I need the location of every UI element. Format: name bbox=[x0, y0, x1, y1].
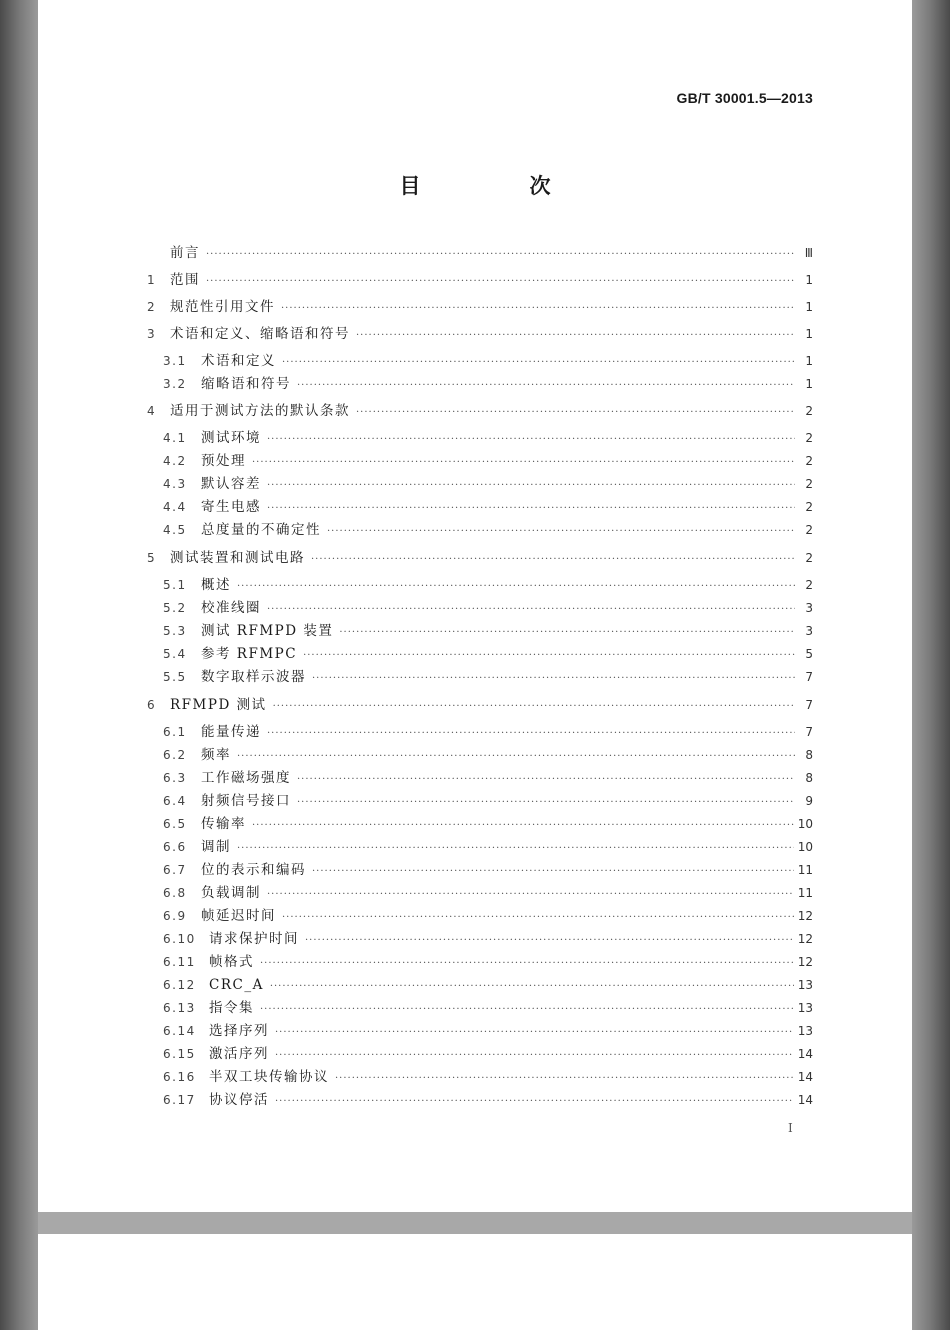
toc-entry-page: 2 bbox=[805, 523, 813, 537]
toc-entry-number: 5.2 bbox=[163, 601, 187, 615]
toc-entry-number: 4 bbox=[147, 404, 157, 418]
toc-entry-number: 3.1 bbox=[163, 354, 187, 368]
toc-entry-label: 半双工块传输协议 bbox=[209, 1069, 329, 1085]
toc-entry-number: 5.3 bbox=[163, 624, 187, 638]
toc-entry[interactable] bbox=[163, 745, 813, 765]
toc-entry-label: 规范性引用文件 bbox=[170, 299, 275, 315]
toc-entry-number: 4.3 bbox=[163, 477, 187, 491]
standard-code: GB/T 30001.5—2013 bbox=[676, 90, 813, 106]
toc-entry-number: 6.16 bbox=[163, 1070, 196, 1084]
toc-entry-label: 术语和定义 bbox=[201, 353, 276, 369]
toc-entry[interactable] bbox=[163, 952, 813, 972]
toc-entry-page: 14 bbox=[797, 1093, 813, 1107]
toc-leader-dots bbox=[252, 453, 795, 473]
toc-entry-page: 2 bbox=[805, 578, 813, 592]
toc-entry-page: 7 bbox=[805, 670, 813, 684]
toc-entry[interactable] bbox=[163, 998, 813, 1018]
toc-entry-number: 3 bbox=[147, 327, 157, 341]
toc-entry[interactable] bbox=[163, 621, 813, 641]
toc-entry-page: 1 bbox=[805, 377, 813, 391]
toc-leader-dots bbox=[260, 954, 794, 974]
toc-entry-number: 6 bbox=[147, 698, 157, 712]
page-title: 目 次 bbox=[399, 174, 595, 198]
toc-entry-number: 6.7 bbox=[163, 863, 187, 877]
toc-entry-number: 6.1 bbox=[163, 725, 187, 739]
toc-entry[interactable] bbox=[147, 243, 813, 263]
toc-entry[interactable] bbox=[163, 474, 813, 494]
toc-entry-page: 3 bbox=[805, 624, 813, 638]
toc-entry-page: 8 bbox=[805, 771, 813, 785]
toc-leader-dots bbox=[252, 816, 794, 836]
toc-leader-dots bbox=[270, 977, 794, 997]
toc-entry[interactable] bbox=[163, 1090, 813, 1110]
toc-leader-dots bbox=[297, 770, 795, 790]
toc-entry-label: CRC_A bbox=[209, 977, 264, 993]
toc-entry-page: 10 bbox=[797, 840, 813, 854]
toc-entry-page: 11 bbox=[797, 886, 813, 900]
toc-entry-page: 3 bbox=[805, 601, 813, 615]
toc-entry-label: 默认容差 bbox=[201, 476, 261, 492]
toc-entry-page: 2 bbox=[805, 431, 813, 445]
toc-entry-number: 5.4 bbox=[163, 647, 187, 661]
toc-entry[interactable] bbox=[163, 883, 813, 903]
toc-entry[interactable] bbox=[163, 351, 813, 371]
toc-entry-label: 测试装置和测试电路 bbox=[170, 550, 305, 566]
toc-entry[interactable] bbox=[147, 324, 813, 344]
toc-entry-number: 6.5 bbox=[163, 817, 187, 831]
toc-entry-page: 11 bbox=[797, 863, 813, 877]
toc-entry[interactable] bbox=[163, 497, 813, 517]
toc-entry-label: 前言 bbox=[170, 245, 200, 261]
toc-entry-label: 指令集 bbox=[209, 1000, 254, 1016]
toc-entry-label: 适用于测试方法的默认条款 bbox=[170, 403, 350, 419]
toc-entry-label: 选择序列 bbox=[209, 1023, 269, 1039]
toc-entry[interactable] bbox=[147, 548, 813, 568]
toc-entry[interactable] bbox=[147, 297, 813, 317]
toc-entry-page: 13 bbox=[797, 978, 813, 992]
toc-entry-number: 1 bbox=[147, 273, 157, 287]
toc-entry-page: 2 bbox=[805, 404, 813, 418]
toc-entry[interactable] bbox=[163, 644, 813, 664]
toc-entry-number: 6.4 bbox=[163, 794, 187, 808]
toc-leader-dots bbox=[339, 623, 795, 643]
toc-leader-dots bbox=[275, 1092, 794, 1112]
toc-entry[interactable] bbox=[163, 598, 813, 618]
toc-entry-page: 2 bbox=[805, 454, 813, 468]
toc-entry-label: 校准线圈 bbox=[201, 600, 261, 616]
toc-entry[interactable] bbox=[163, 428, 813, 448]
toc-entry[interactable] bbox=[163, 667, 813, 687]
toc-entry-number: 6.17 bbox=[163, 1093, 196, 1107]
toc-leader-dots bbox=[305, 931, 794, 951]
toc-entry-label: 帧格式 bbox=[209, 954, 254, 970]
toc-entry-label: 协议停活 bbox=[209, 1092, 269, 1108]
toc-entry-page: 2 bbox=[805, 551, 813, 565]
toc-entry-number: 2 bbox=[147, 300, 157, 314]
toc-leader-dots bbox=[327, 522, 795, 542]
toc-leader-dots bbox=[273, 697, 795, 717]
toc-entry-label: 缩略语和符号 bbox=[201, 376, 291, 392]
toc-entry-number: 6.9 bbox=[163, 909, 187, 923]
toc-entry[interactable] bbox=[163, 722, 813, 742]
toc-entry[interactable] bbox=[163, 975, 813, 995]
toc-entry-page: 1 bbox=[805, 273, 813, 287]
toc-entry-number: 6.10 bbox=[163, 932, 196, 946]
toc-leader-dots bbox=[312, 862, 794, 882]
toc-entry[interactable] bbox=[163, 520, 813, 540]
toc-entry-page: 12 bbox=[797, 955, 813, 969]
toc-entry-label: 工作磁场强度 bbox=[201, 770, 291, 786]
toc-entry-label: 能量传递 bbox=[201, 724, 261, 740]
toc-entry-label: 测试 RFMPD 装置 bbox=[201, 623, 334, 639]
toc-leader-dots bbox=[275, 1046, 794, 1066]
toc-entry[interactable] bbox=[163, 374, 813, 394]
toc-entry-page: 2 bbox=[805, 500, 813, 514]
toc-entry[interactable] bbox=[163, 1044, 813, 1064]
toc-entry-page: 13 bbox=[797, 1001, 813, 1015]
toc-entry-label: 术语和定义、缩略语和符号 bbox=[170, 326, 350, 342]
toc-entry-label: 概述 bbox=[201, 577, 231, 593]
toc-entry-page: 5 bbox=[805, 647, 813, 661]
toc-leader-dots bbox=[237, 577, 795, 597]
toc-entry-label: 传输率 bbox=[201, 816, 246, 832]
toc-entry-label: 帧延迟时间 bbox=[201, 908, 276, 924]
toc-leader-dots bbox=[282, 908, 794, 928]
toc-entry[interactable] bbox=[163, 929, 813, 949]
toc-leader-dots bbox=[206, 245, 795, 265]
toc-leader-dots bbox=[267, 476, 795, 496]
toc-leader-dots bbox=[311, 550, 795, 570]
toc-entry[interactable] bbox=[163, 906, 813, 926]
toc-entry-label: 参考 RFMPC bbox=[201, 646, 298, 662]
footer-page-number: I bbox=[788, 1121, 793, 1135]
toc-entry-label: 射频信号接口 bbox=[201, 793, 291, 809]
toc-leader-dots bbox=[267, 724, 795, 744]
toc-entry-page: 1 bbox=[805, 300, 813, 314]
toc-entry[interactable] bbox=[163, 1021, 813, 1041]
toc-entry-number: 6.13 bbox=[163, 1001, 196, 1015]
toc-entry-number: 4.5 bbox=[163, 523, 187, 537]
toc-entry-label: 数字取样示波器 bbox=[201, 669, 306, 685]
toc-entry-page: 12 bbox=[797, 932, 813, 946]
toc-entry-label: 激活序列 bbox=[209, 1046, 269, 1062]
toc-entry-label: 位的表示和编码 bbox=[201, 862, 306, 878]
toc-entry-page: 14 bbox=[797, 1047, 813, 1061]
toc-entry-page: 8 bbox=[805, 748, 813, 762]
toc-entry-number: 4.4 bbox=[163, 500, 187, 514]
toc-entry[interactable] bbox=[147, 270, 813, 290]
toc-entry-label: 测试环境 bbox=[201, 430, 261, 446]
toc-entry[interactable] bbox=[163, 814, 813, 834]
toc-entry-page: 12 bbox=[797, 909, 813, 923]
toc-leader-dots bbox=[267, 430, 795, 450]
toc-entry[interactable] bbox=[163, 1067, 813, 1087]
toc-entry-number: 5.1 bbox=[163, 578, 187, 592]
toc-entry-label: 范围 bbox=[170, 272, 200, 288]
toc-leader-dots bbox=[297, 793, 795, 813]
toc-entry[interactable] bbox=[163, 837, 813, 857]
toc-leader-dots bbox=[303, 646, 795, 666]
toc-entry-number: 6.6 bbox=[163, 840, 187, 854]
toc-entry-number: 6.14 bbox=[163, 1024, 196, 1038]
toc-entry-number: 5 bbox=[147, 551, 157, 565]
toc-leader-dots bbox=[356, 326, 795, 346]
toc-leader-dots bbox=[356, 403, 795, 423]
toc-entry-label: 负载调制 bbox=[201, 885, 261, 901]
toc-entry[interactable] bbox=[147, 695, 813, 715]
toc-entry-number: 6.12 bbox=[163, 978, 196, 992]
toc-leader-dots bbox=[260, 1000, 794, 1020]
toc-entry[interactable] bbox=[163, 860, 813, 880]
toc-entry-page: 10 bbox=[797, 817, 813, 831]
toc-entry-page: 9 bbox=[805, 794, 813, 808]
toc-entry-label: 频率 bbox=[201, 747, 231, 763]
toc-leader-dots bbox=[297, 376, 795, 396]
toc-entry-number: 4.1 bbox=[163, 431, 187, 445]
toc-entry-number: 6.8 bbox=[163, 886, 187, 900]
toc-entry[interactable] bbox=[163, 768, 813, 788]
toc-entry-number: 6.15 bbox=[163, 1047, 196, 1061]
toc-leader-dots bbox=[335, 1069, 794, 1089]
toc-entry-number: 6.11 bbox=[163, 955, 196, 969]
toc-leader-dots bbox=[267, 499, 795, 519]
next-document-page bbox=[38, 1234, 912, 1330]
toc-entry-page: 14 bbox=[797, 1070, 813, 1084]
toc-entry-number: 6.2 bbox=[163, 748, 187, 762]
toc-entry-page: 13 bbox=[797, 1024, 813, 1038]
toc-entry-number: 4.2 bbox=[163, 454, 187, 468]
toc-leader-dots bbox=[281, 299, 795, 319]
toc-leader-dots bbox=[237, 747, 795, 767]
toc-leader-dots bbox=[267, 885, 794, 905]
toc-entry-label: 寄生电感 bbox=[201, 499, 261, 515]
toc-entry-page: 7 bbox=[805, 725, 813, 739]
document-page bbox=[38, 0, 912, 1212]
toc-entry-label: 请求保护时间 bbox=[209, 931, 299, 947]
toc-entry[interactable] bbox=[163, 451, 813, 471]
toc-entry-page: 2 bbox=[805, 477, 813, 491]
toc-entry-label: 总度量的不确定性 bbox=[201, 522, 321, 538]
toc-leader-dots bbox=[206, 272, 795, 292]
toc-leader-dots bbox=[237, 839, 794, 859]
toc-entry-page: 7 bbox=[805, 698, 813, 712]
toc-leader-dots bbox=[267, 600, 795, 620]
toc-entry-label: RFMPD 测试 bbox=[170, 697, 267, 713]
toc-entry[interactable] bbox=[163, 575, 813, 595]
toc-leader-dots bbox=[282, 353, 795, 373]
toc-entry-number: 6.3 bbox=[163, 771, 187, 785]
toc-entry-label: 预处理 bbox=[201, 453, 246, 469]
toc-entry-number: 5.5 bbox=[163, 670, 187, 684]
toc-leader-dots bbox=[275, 1023, 794, 1043]
toc-entry-number: 3.2 bbox=[163, 377, 187, 391]
toc-entry-page: Ⅲ bbox=[804, 246, 813, 260]
toc-entry-page: 1 bbox=[805, 327, 813, 341]
toc-entry[interactable] bbox=[163, 791, 813, 811]
toc-leader-dots bbox=[312, 669, 795, 689]
toc-entry-label: 调制 bbox=[201, 839, 231, 855]
toc-entry-page: 1 bbox=[805, 354, 813, 368]
toc-entry[interactable] bbox=[147, 401, 813, 421]
